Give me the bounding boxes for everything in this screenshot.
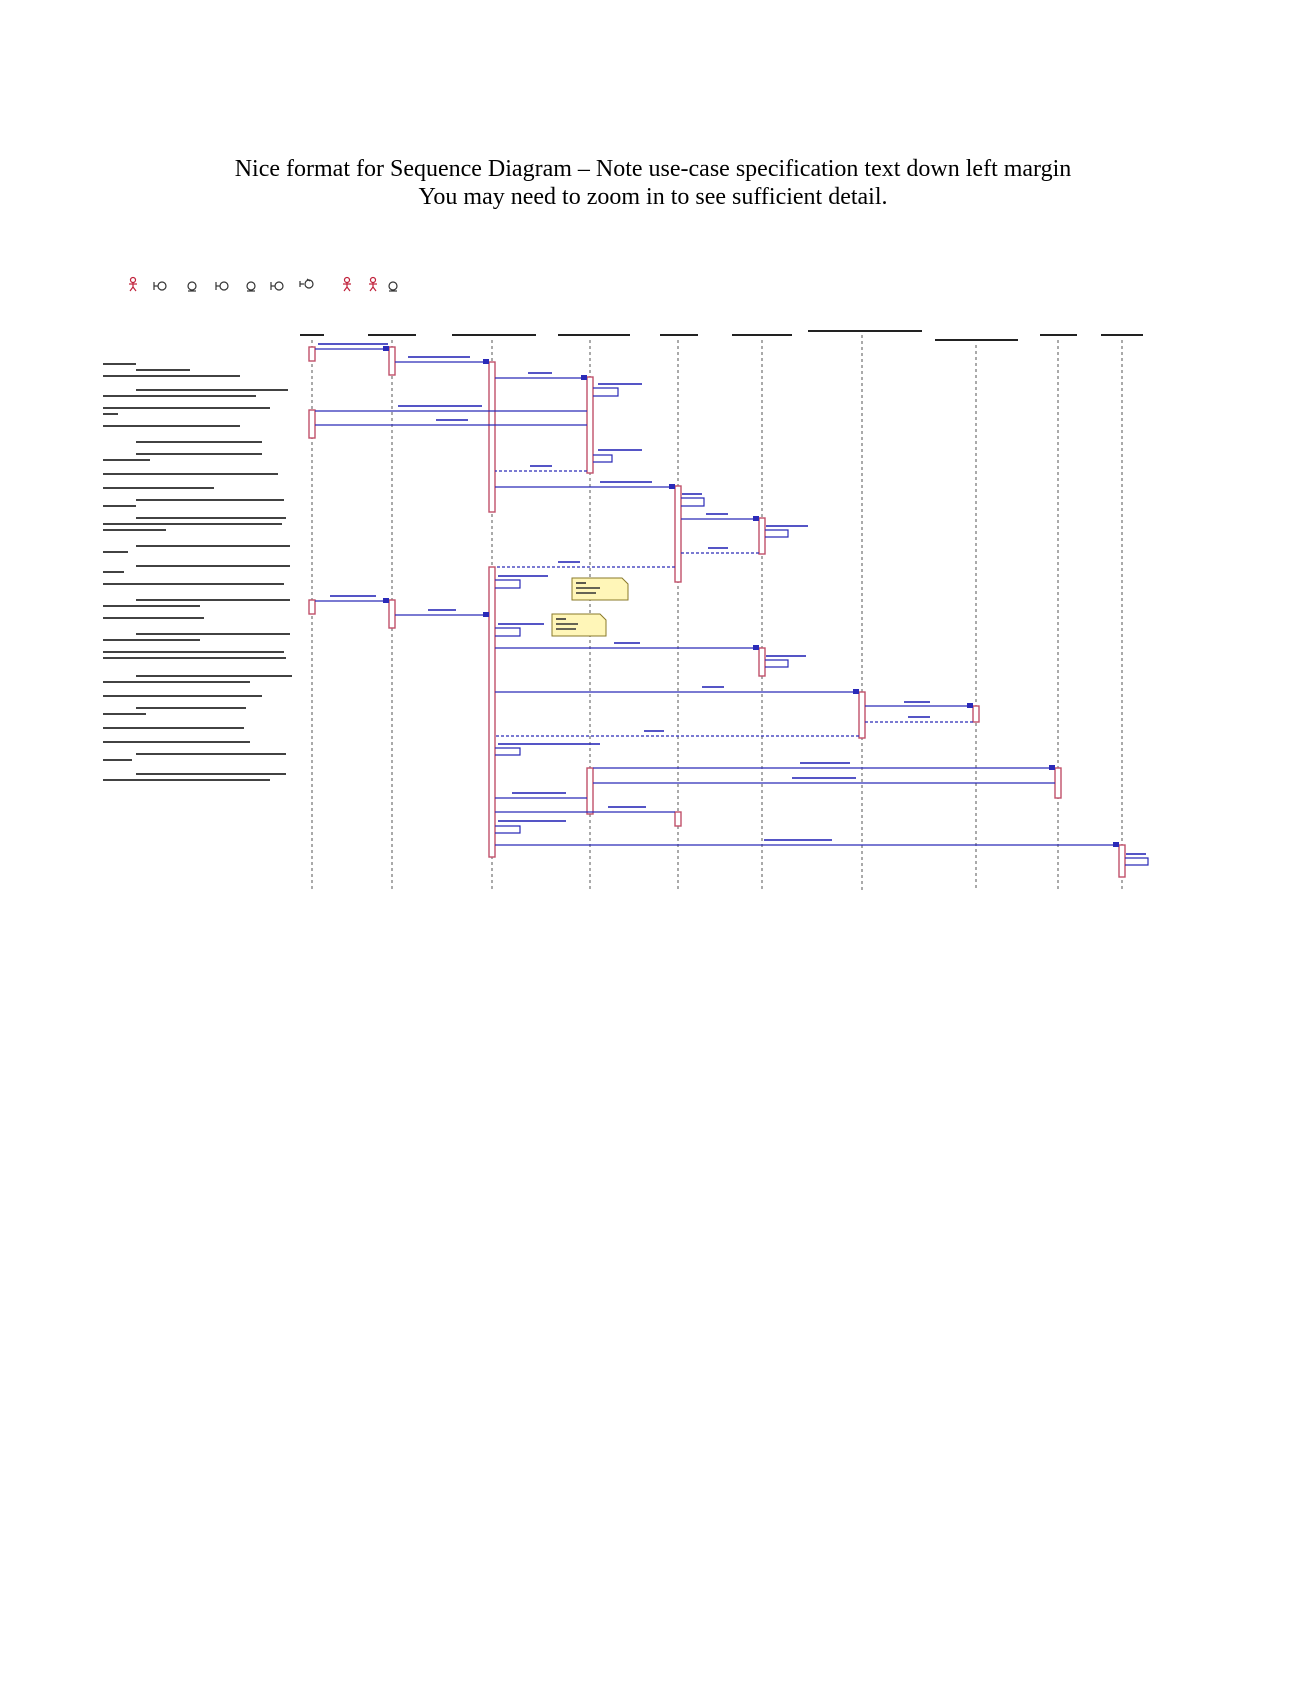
messages [315,349,1148,865]
control-icon [300,279,313,288]
entity-icon [188,282,196,291]
actor-icon [369,278,377,292]
actor-icon [343,278,351,292]
diagram-icon-palette [129,278,397,292]
entity-icon [247,282,255,291]
lifelines [312,335,1122,890]
actor-icon [129,278,137,292]
page-title-line-1: Nice format for Sequence Diagram – Note use-case specification text down left margin [234,156,1072,182]
entity-icon [389,282,397,291]
activation-bars [309,347,1125,877]
page-title-line-2: You may need to zoom in to see sufficient detail. [418,184,888,210]
use-case-specification-margin [103,364,292,780]
lifeline-headers [300,331,1143,340]
boundary-icon [216,282,228,290]
boundary-icon [271,282,283,290]
boundary-icon [154,282,166,290]
message-labels [318,344,1146,854]
